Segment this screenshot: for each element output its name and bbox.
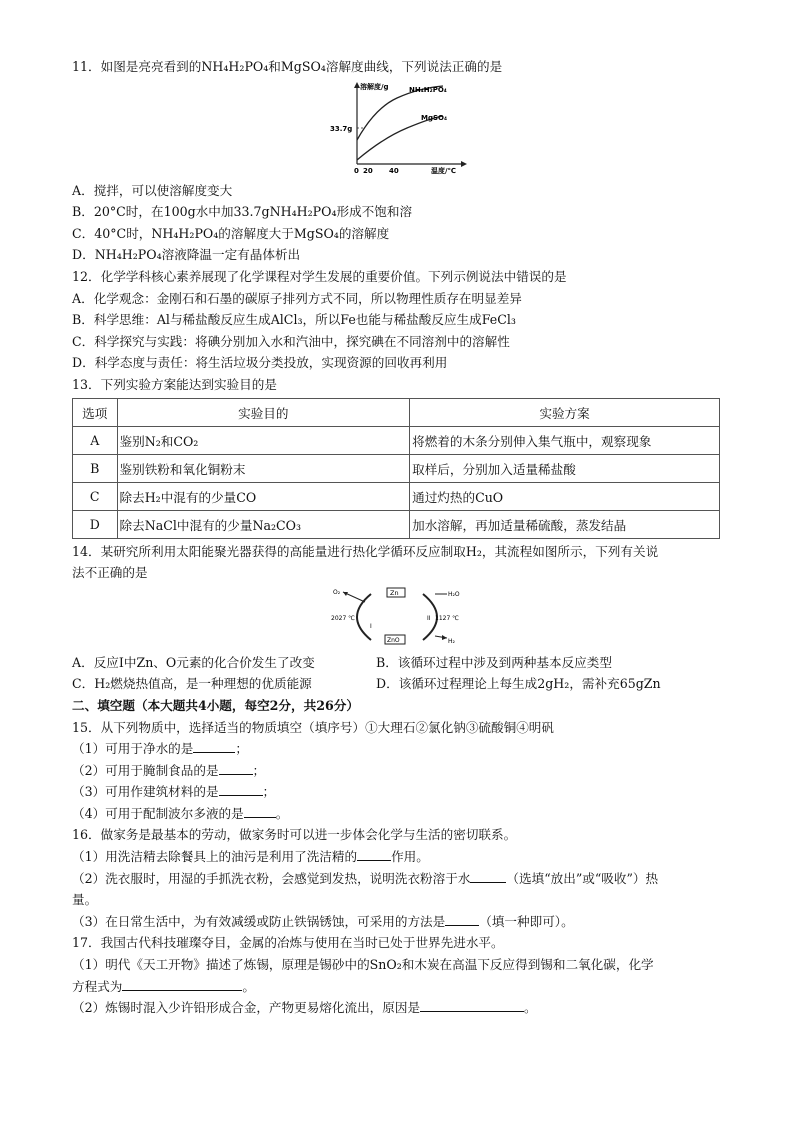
mgso4-curve <box>357 116 443 160</box>
q15-q4-line <box>72 803 722 825</box>
section2-heading: 二、填空题（本大题共4小题，每空2分，共26分） <box>72 697 359 713</box>
q12-option-d: D．科学态度与责任：将生活垃圾分类投放，实现资源的回收再利用 <box>72 355 448 371</box>
series2-label: MgSO₄ <box>421 113 448 122</box>
row-purpose: 除去NaCl中混有的少量Na₂CO₃ <box>117 510 410 538</box>
h2o-label: H₂O <box>448 590 460 598</box>
row-plan: 取样后，分别加入适量稀盐酸 <box>410 454 720 482</box>
q15-q3-line <box>72 781 722 803</box>
header-option: 选项 <box>73 398 118 426</box>
q16-q3-line <box>72 911 722 933</box>
q17-q2-line <box>72 997 722 1019</box>
thermochemical-cycle-svg <box>331 586 463 648</box>
row-plan: 通过灼热的CuO <box>410 482 720 510</box>
q15-q4-end: 。 <box>275 805 289 821</box>
q14-stem-line2: 法不正确的是 <box>72 565 148 581</box>
q15-q1-text: （1）可用于净水的是 <box>72 741 194 757</box>
q11-option-c: C．40°C时，NH₄H₂PO₄的溶解度大于MgSO₄的溶解度 <box>72 225 390 241</box>
q17-q1-cont-line <box>72 976 722 998</box>
row-option: D <box>73 510 118 538</box>
q14-cycle-diagram <box>72 586 722 648</box>
reaction-1-label: I <box>370 622 372 630</box>
q16-q3-text: （3）在日常生活中，为有效减缓或防止铁锅锈蚀，可采用的方法是 <box>72 913 446 929</box>
q14-option-a: A．反应Ⅰ中Zn、O元素的化合价发生了改变 <box>72 654 315 670</box>
q14-stem-line1: 14．某研究所利用太阳能聚光器获得的高能量进行热化学循环反应制取H₂，其流程如图所示，下列有关说 <box>72 543 659 559</box>
solubility-curve-svg <box>327 80 467 176</box>
q16-q2-cont-line: 量。 <box>72 892 98 908</box>
solubility-curve-figure <box>72 80 722 176</box>
q16-q2-blank[interactable] <box>470 868 506 883</box>
q15-q1-end: ； <box>235 741 248 757</box>
row-purpose: 除去H₂中混有的少量CO <box>117 482 410 510</box>
ylabel: 溶解度/g <box>360 82 389 91</box>
q17-stem: 17．我国古代科技璀璨夺目，金属的冶炼与使用在当时已处于世界先进水平。 <box>72 935 504 951</box>
q12-option-a: A．化学观念：金刚石和石墨的碳原子排列方式不同，所以物理性质存在明显差异 <box>72 290 522 306</box>
row-plan: 加水溶解，再加适量稀硫酸，蒸发结晶 <box>410 510 720 538</box>
q15-stem: 15．从下列物质中，选择适当的物质填空（填序号）①大理石②氯化钠③硫酸铜④明矾 <box>72 719 554 735</box>
q14-option-d: D．该循环过程理论上每生成2gH₂，需补充65gZn <box>376 676 661 692</box>
zn-label: Zn <box>390 588 399 597</box>
row-option: A <box>73 426 118 454</box>
q14-option-b: B．该循环过程中涉及到两种基本反应类型 <box>376 654 612 670</box>
q11-option-a: A．搅拌，可以使溶解度变大 <box>72 182 233 198</box>
q17-q1-end: 。 <box>242 978 255 994</box>
q15-q2-end: ； <box>252 762 266 778</box>
q15-q4-blank[interactable] <box>244 803 276 818</box>
xlabel: 温度/℃ <box>431 166 457 175</box>
q16-q2-mid: （选填“放出”或“吸收”）热 <box>506 870 659 886</box>
q11-option-b: B．20°C时，在100g水中加33.7gNH₄H₂PO₄形成不饱和溶 <box>72 204 413 220</box>
row-option: B <box>73 454 118 482</box>
q13-stem: 13．下列实验方案能达到实验目的是 <box>72 376 277 392</box>
q17-q1-cont-text: 方程式为 <box>72 978 123 994</box>
zno-label: ZnO <box>387 636 400 644</box>
q16-q1-text: （1）用洗洁精去除餐具上的油污是利用了洗洁精的 <box>72 849 358 865</box>
q16-stem: 16．做家务是最基本的劳动，做家务时可以进一步体会化学与生活的密切联系。 <box>72 827 517 843</box>
table-header-row <box>73 398 720 426</box>
q16-q1-end: 作用。 <box>391 849 429 865</box>
header-purpose: 实验目的 <box>117 398 410 426</box>
reaction-2-label: II <box>427 614 431 622</box>
series1-label: NH₄H₂PO₄ <box>409 85 447 94</box>
x-tick-0: 0 <box>354 166 359 175</box>
q14-option-c: C．H₂燃烧热值高，是一种理想的优质能源 <box>72 676 312 692</box>
q16-q2-line <box>72 868 722 890</box>
row-plan: 将燃着的木条分别伸入集气瓶中，观察现象 <box>410 426 720 454</box>
temp-right-label: 1127 ℃ <box>435 614 459 622</box>
table-row <box>73 454 720 482</box>
row-option: C <box>73 482 118 510</box>
q15-q1-line <box>72 738 722 760</box>
o2-label: O₂ <box>333 588 341 596</box>
q15-q2-blank[interactable] <box>219 760 253 775</box>
q15-q3-text: （3）可用作建筑材料的是 <box>72 784 219 800</box>
x-tick-40: 40 <box>389 166 399 175</box>
q14-options-row2 <box>72 673 722 695</box>
q16-q3-blank[interactable] <box>445 911 479 926</box>
nh4h2po4-curve <box>357 86 443 140</box>
q17-q1-line: （1）明代《天工开物》描述了炼锡，原理是锡砂中的SnO₂和木炭在高温下反应得到锡和二氧化碳，化学 <box>72 957 654 973</box>
table-row <box>73 426 720 454</box>
q16-q2-text: （2）洗衣服时，用湿的手抓洗衣粉，会感觉到发热，说明洗衣粉溶于水 <box>72 870 471 886</box>
x-tick-20: 20 <box>363 166 373 175</box>
q16-q1-line <box>72 846 722 868</box>
header-plan: 实验方案 <box>410 398 720 426</box>
q12-option-b: B．科学思维：Al与稀盐酸反应生成AlCl₃，所以Fe也能与稀盐酸反应生成FeCl₃ <box>72 312 516 328</box>
q17-q1-blank[interactable] <box>122 976 242 991</box>
q15-q3-blank[interactable] <box>219 781 263 796</box>
q15-q2-line <box>72 760 722 782</box>
exam-page <box>72 56 722 1019</box>
q15-q4-text: （4）可用于配制波尔多液的是 <box>72 805 244 821</box>
q11-stem: 11．如图是亮亮看到的NH₄H₂PO₄和MgSO₄溶解度曲线，下列说法正确的是 <box>72 59 503 74</box>
x-axis-arrow <box>461 161 467 167</box>
ymark-label: 33.7g <box>330 124 353 133</box>
q13-table <box>72 398 720 539</box>
q14-options-row1 <box>72 652 722 674</box>
table-row <box>73 510 720 538</box>
temp-left-label: 2027 ℃ <box>331 614 355 622</box>
q15-q1-blank[interactable] <box>193 738 235 753</box>
q12-option-c: C．科学探究与实践：将碘分别加入水和汽油中，探究碘在不同溶剂中的溶解性 <box>72 333 510 349</box>
q15-q2-text: （2）可用于腌制食品的是 <box>72 762 219 778</box>
q17-q2-text: （2）炼锡时混入少许铅形成合金，产物更易熔化流出，原因是 <box>72 1000 421 1016</box>
row-purpose: 鉴别N₂和CO₂ <box>117 426 410 454</box>
h2-label: H₂ <box>448 637 455 645</box>
q15-q3-end: ； <box>262 784 276 800</box>
row-purpose: 鉴别铁粉和氧化铜粉末 <box>117 454 410 482</box>
q16-q3-end: （填一种即可）。 <box>479 913 574 929</box>
q17-q2-end: 。 <box>524 1000 537 1016</box>
q12-stem: 12．化学学科核心素养展现了化学课程对学生发展的重要价值。下列示例说法中错误的是 <box>72 268 567 284</box>
q17-q2-blank[interactable] <box>420 997 524 1012</box>
table-row <box>73 482 720 510</box>
q11-option-d: D．NH₄H₂PO₄溶液降温一定有晶体析出 <box>72 247 301 263</box>
left-arc <box>357 594 371 640</box>
q16-q1-blank[interactable] <box>357 846 391 861</box>
